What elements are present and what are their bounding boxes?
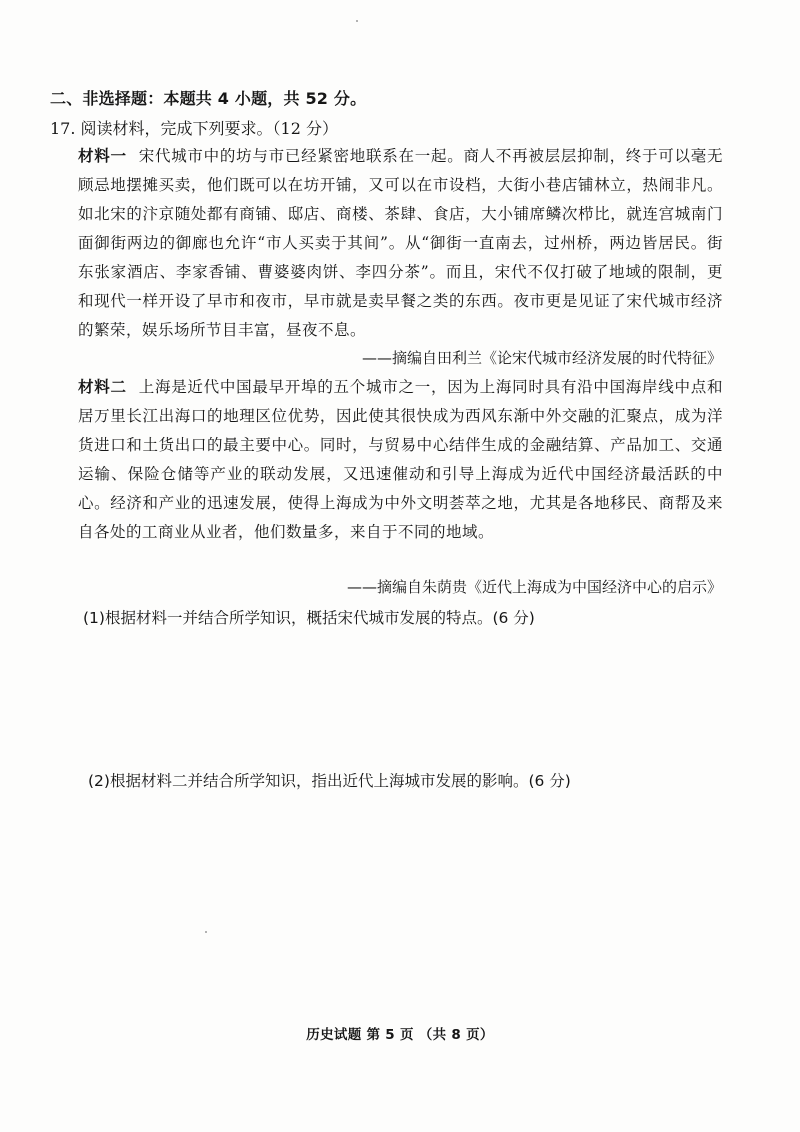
material-one-text: 宋代城市中的坊与市已经紧密地联系在一起。商人不再被层层抑制，终于可以毫无顾忌地摆摊买卖，他们既可以在坊开铺，又可以在市设档，大街小巷店铺林立，热闹非凡。如北宋的汴京随处都有商铺、邸店、商楼、茶肆、食店，大小铺席鳞次栉比，就连宫城南门面御街两边的御廊也允许“市人买卖于其间”。从“御街一直南去，过州桥，两边皆居民。街东张家酒店、李家香铺、曹婆婆肉饼、李四分茶”。而且，宋代不仅打破了地域的限制，更和现代一样开设了早市和夜市，早市就是卖早餐之类的东西。夜市更是见证了宋代城市经济的繁荣，娱乐场所节目丰富，昼夜不息。 — [78, 147, 723, 339]
answer-space-2[interactable] — [78, 800, 723, 1000]
section-heading: 二、非选择题：本题共 4 小题，共 52 分。 — [50, 89, 367, 108]
scan-speck — [356, 20, 358, 22]
material-one — [78, 142, 723, 345]
material-two — [78, 373, 723, 547]
material-two-label: 材料二 — [78, 378, 127, 396]
material-one-label: 材料一 — [78, 147, 127, 165]
material-two-source: ——摘编自朱荫贵《近代上海成为中国经济中心的启示》 — [346, 578, 722, 596]
material-two-text: 上海是近代中国最早开埠的五个城市之一，因为上海同时具有沿中国海岸线中点和居万里长江出海口的地理区位优势，因此使其很快成为西风东渐中外交融的汇聚点，成为洋货进口和土货出口的最主要中心。同时，与贸易中心结伴生成的金融结算、产品加工、交通运输、保险仓储等产业的联动发展，又迅速催动和引导上海成为近代中国经济最活跃的中心。经济和产业的迅速发展，使得上海成为中外文明荟萃之地，尤其是各地移民、商帮及来自各处的工商业从业者，他们数量多，来自于不同的地域。 — [78, 378, 723, 541]
question-title: 17. 阅读材料，完成下列要求。（12 分） — [50, 119, 338, 138]
scan-speck — [205, 931, 207, 933]
page-footer: 历史试题 第 5 页 （共 8 页） — [306, 1027, 494, 1043]
material-one-source: ——摘编自田利兰《论宋代城市经济发展的时代特征》 — [361, 349, 722, 367]
sub-question-1: (1)根据材料一并结合所学知识，概括宋代城市发展的特点。(6 分) — [83, 609, 535, 627]
answer-space-1[interactable] — [78, 640, 723, 755]
sub-question-2: (2)根据材料二并结合所学知识，指出近代上海城市发展的影响。(6 分) — [88, 772, 571, 790]
